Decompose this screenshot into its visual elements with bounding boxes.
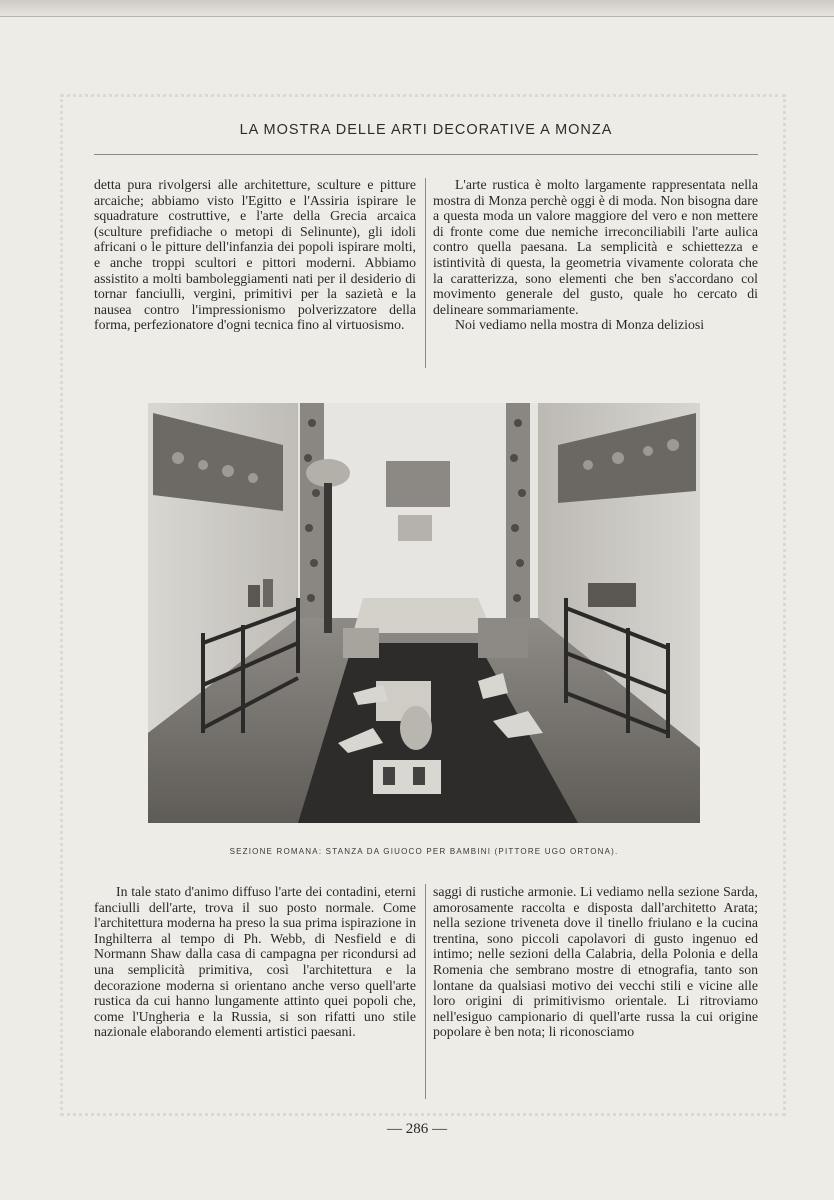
column-rule (425, 178, 426, 368)
column-rule (425, 884, 426, 1099)
bottom-left-column (94, 884, 416, 1040)
page-top-edge (0, 0, 834, 17)
paragraph: L'arte rustica è molto largamente rappresentata nella mostra di Monza perchè oggi è di moda. Non bisogna dare a questa moda un valore maggiore del vero e non mettere di fronte come due nemiche irreconciliabili l'arte aulica contro quella paesana. La semplicità e schiettezza e istintività di questa, la geometria vivamente colorata che la caratterizza, sono elementi che ben s'accordano col movimento generale del gusto, quale ho cercato di delineare sommariamente. (433, 177, 758, 317)
paragraph: saggi di rustiche armonie. Li vediamo nella sezione Sarda, amorosamente raccolta e disposta dall'architetto Arata; nella sezione triveneta dove il tinello friulano e la cucina trentina, sono piccoli capolavori di gusto ingenuo ed intimo; nelle sezioni della Calabria, della Polonia e della Romenia che sembrano mostre di etnografia, tanto son lontane da qualsiasi motivo dei vecchi stili e vicine alle loro origini di primitivismo orientale. Li ritroviamo nell'esiguo campionario di quell'arte russa la cui origine popolare è ben nota; li riconosciamo (433, 884, 758, 1040)
paragraph: detta pura rivolgersi alle architetture, sculture e pitture arcaiche; abbiamo visto l'Egitto e l'Assiria ispirare le squadrature costruttive, e l'arte della Grecia arcaica (sculture prefidiache o metopi di Selinunte), gli idoli africani o le pitture dell'infanzia dei popoli ispirare molti, e anche troppi scultori e pittori moderni. Abbiamo assistito a molti bamboleggiamenti nati per il desiderio di tornar fanciulli, vergini, primitivi per la sazietà e la nausea contro l'impressionismo polverizzatore della forma, perfezionatore d'ogni tecnica fino al virtuosismo. (94, 177, 416, 333)
top-right-column (433, 177, 758, 333)
paragraph: In tale stato d'animo diffuso l'arte dei contadini, eterni fanciulli dell'arte, trova il suo posto normale. Come l'architettura moderna ha preso la sua prima ispirazione in Inghilterra al tempo di Ph. Webb, di Nesfield e di Normann Shaw dalla casa di campagna per ricondursi ad una semplicità primitiva, così l'architettura e la decorazione moderna si orientano anche verso quell'arte rustica da cui hanno lungamente attinto quei popoli che, come l'Ungheria e la Russia, si son rifatti uno stile nazionale elaborando elementi artistici paesani. (94, 884, 416, 1040)
bottom-right-column (433, 884, 758, 1040)
header-rule (94, 154, 758, 155)
page-number: — 286 — (387, 1121, 447, 1137)
paragraph: Noi vediamo nella mostra di Monza deliziosi (455, 317, 705, 333)
playroom-illustration (148, 403, 700, 823)
photo-caption: SEZIONE ROMANA: STANZA DA GIUOCO PER BAMBINI (PITTORE UGO ORTONA). (229, 847, 619, 856)
photograph-playroom (148, 403, 700, 823)
top-left-column (94, 177, 416, 333)
running-header: LA MOSTRA DELLE ARTI DECORATIVE A MONZA (239, 122, 613, 138)
